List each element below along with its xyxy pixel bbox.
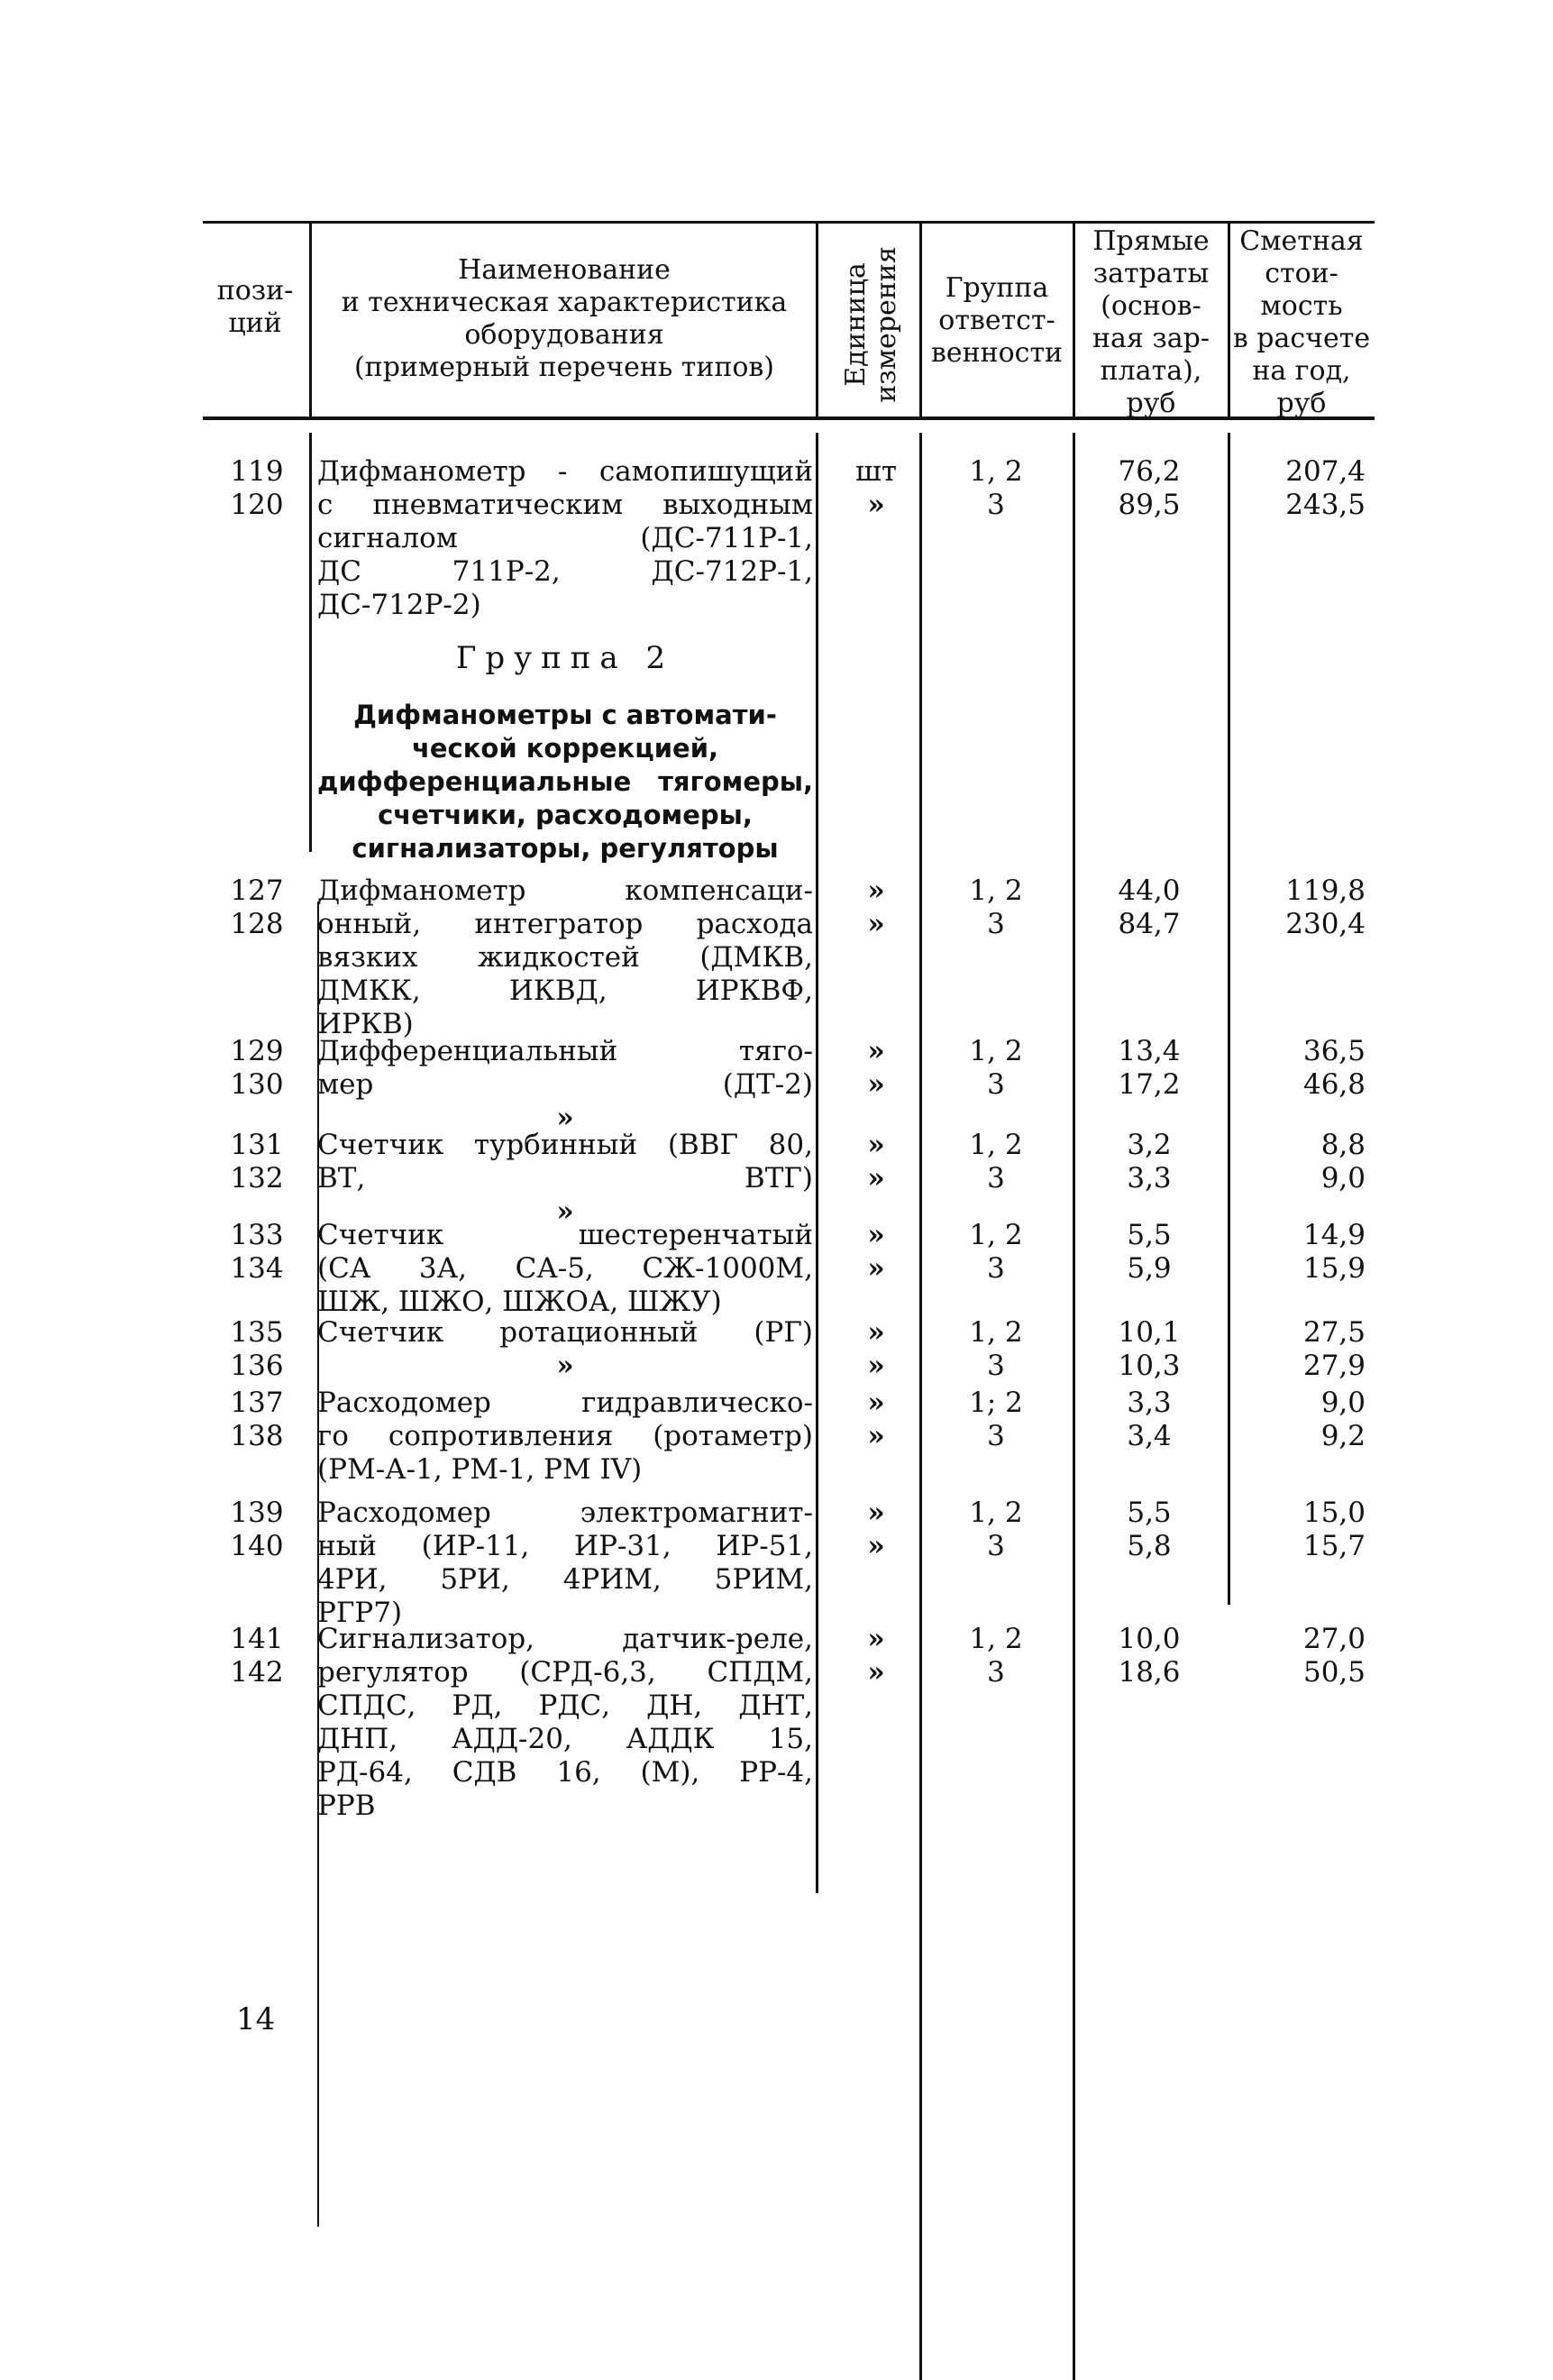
estimated-cost-values-line: 15,0 — [1302, 1497, 1366, 1529]
estimated-cost-values-line: 8,8 — [1320, 1129, 1366, 1161]
estimated-cost-values — [1230, 1316, 1366, 1383]
unit-values — [822, 874, 930, 941]
equipment-name — [317, 455, 813, 622]
direct-cost-values-line: 10,3 — [1118, 1350, 1181, 1382]
group-values-line: 1, 2 — [969, 1316, 1023, 1349]
estimated-cost: 207,4 — [1285, 455, 1366, 488]
unit-values-line: » — [867, 1035, 885, 1067]
estimated-cost: 243,5 — [1285, 489, 1366, 521]
subtitle-line: Дифманометры с автомати- — [353, 700, 777, 730]
estimated-cost-values-line: 14,9 — [1302, 1219, 1366, 1251]
direct-cost-values-line: 3,3 — [1127, 1162, 1172, 1195]
subtitle-line: дифференциальные тягомеры, — [317, 766, 813, 797]
unit-values-line: » — [867, 1068, 885, 1101]
header-text: ций — [228, 307, 282, 339]
unit-values — [822, 1387, 930, 1453]
direct-cost: 76,2 — [1118, 455, 1181, 488]
direct-cost-values — [1073, 1129, 1226, 1195]
header-text: руб — [1276, 388, 1327, 419]
equipment-name-line: Расходомер электромагнит- — [317, 1497, 813, 1529]
header-text: Прямые — [1092, 225, 1210, 257]
unit-values-line: » — [867, 1252, 885, 1285]
estimated-cost-values — [1230, 1129, 1366, 1195]
equipment-name-line: 4РИ, 5РИ, 4РИМ, 5РИМ, — [317, 1563, 813, 1596]
subtitle-line: ческой коррекцией, — [411, 733, 719, 764]
position-numbers-line: 140 — [230, 1530, 284, 1562]
direct-cost-values — [1073, 1623, 1226, 1689]
equipment-name-line: (СА 3А, СА-5, СЖ-1000М, — [317, 1252, 813, 1285]
group-values-line: 1, 2 — [969, 1219, 1023, 1251]
equipment-name-line: ШЖ, ШЖО, ШЖОА, ШЖУ) — [317, 1286, 722, 1318]
equipment-name — [317, 1497, 813, 1630]
table-top-rule — [203, 221, 1375, 224]
equipment-name-line: ный (ИР-11, ИР-31, ИР-51, — [317, 1530, 813, 1562]
group-values — [919, 1129, 1073, 1195]
equipment-name-line: СПДС, РД, РДС, ДН, ДНТ, — [317, 1689, 813, 1722]
unit-values-line: » — [867, 1420, 885, 1452]
unit-values-line: » — [867, 908, 885, 940]
position-numbers — [216, 1219, 297, 1286]
estimated-cost-values-line: 27,9 — [1302, 1350, 1366, 1382]
position-numbers-line: 133 — [230, 1219, 284, 1251]
header-text: Группа — [945, 272, 1049, 304]
unit-values — [822, 1219, 930, 1286]
equipment-name-line: РРВ — [317, 1790, 376, 1822]
unit-values-line: » — [867, 1350, 885, 1382]
estimated-cost-values — [1230, 874, 1366, 941]
header-text: Сметная — [1239, 225, 1364, 257]
position-numbers-line: 129 — [230, 1035, 284, 1067]
equipment-name-line: Дифференциальный тяго- — [317, 1035, 813, 1067]
equipment-name — [317, 1129, 813, 1229]
header-direct-costs — [1074, 225, 1228, 420]
unit-values-line: » — [867, 1497, 885, 1529]
group-values-line: 1, 2 — [969, 874, 1023, 907]
group-value: 1, 2 — [969, 455, 1023, 488]
name-line: Дифманометр - самопишущий — [317, 455, 813, 488]
group-values-line: 3 — [987, 1252, 1005, 1285]
header-text: и техническая характеристика — [341, 287, 788, 318]
position-numbers — [216, 874, 297, 941]
header-text: Единица — [840, 262, 872, 387]
direct-cost-values — [1073, 1387, 1226, 1453]
group-values-line: 1; 2 — [969, 1387, 1023, 1419]
direct-cost-values-line: 3,4 — [1127, 1420, 1172, 1452]
estimated-cost-values — [1230, 1387, 1366, 1453]
header-text: затраты — [1092, 258, 1210, 289]
equipment-name-line: регулятор (СРД-6,3, СПДМ, — [317, 1656, 813, 1689]
unit-values-line: » — [867, 1219, 885, 1251]
group-values — [919, 1219, 1073, 1286]
equipment-name-line: РГР7) — [317, 1597, 403, 1629]
equipment-name — [317, 1035, 813, 1135]
equipment-name — [317, 1316, 813, 1383]
position-numbers-line: 134 — [230, 1252, 284, 1285]
group-subtitle — [317, 699, 813, 865]
position-numbers-line: 139 — [230, 1497, 284, 1529]
direct-cost-values-line: 10,0 — [1118, 1623, 1181, 1655]
unit-values-line: » — [867, 874, 885, 907]
equipment-name-line: Расходомер гидравлическо- — [317, 1387, 813, 1419]
group-values-line: 1, 2 — [969, 1623, 1023, 1655]
unit-values — [822, 455, 930, 522]
equipment-name-line: мер (ДТ-2) — [317, 1068, 813, 1101]
header-text: в расчете — [1232, 323, 1371, 354]
direct-cost-values-line: 5,5 — [1127, 1219, 1172, 1251]
unit-value: шт — [855, 455, 897, 488]
header-text: плата), — [1100, 355, 1202, 387]
estimated-cost-values-line: 9,0 — [1320, 1387, 1366, 1419]
unit-values-line: » — [867, 1162, 885, 1195]
equipment-name-line: Сигнализатор, датчик-реле, — [317, 1623, 813, 1655]
equipment-name — [317, 1623, 813, 1823]
header-text: ответст- — [938, 305, 1055, 336]
header-unit — [822, 230, 921, 419]
name-line: ДС 711Р-2, ДС-712Р-1, — [317, 555, 813, 588]
estimated-cost-values-line: 46,8 — [1302, 1068, 1366, 1101]
column-divider-1b — [309, 433, 312, 852]
estimated-cost-values-line: 9,2 — [1320, 1420, 1366, 1452]
header-text: руб — [1126, 388, 1176, 419]
position-numbers-line: 127 — [230, 874, 284, 907]
group-values — [919, 455, 1073, 522]
direct-cost-values-line: 17,2 — [1118, 1068, 1181, 1101]
unit-values-line: » — [867, 1316, 885, 1349]
estimated-cost-values-line: 9,0 — [1320, 1162, 1366, 1195]
group-value: 3 — [987, 489, 1005, 521]
position-numbers-line: 136 — [230, 1350, 284, 1382]
group-values-line: 3 — [987, 1530, 1005, 1562]
header-positions — [206, 275, 305, 340]
unit-values-line: » — [867, 1530, 885, 1562]
group-title: Группа 2 — [455, 640, 675, 676]
unit-value: » — [867, 489, 885, 521]
group-values-line: 1, 2 — [969, 1035, 1023, 1067]
group-values — [919, 1035, 1073, 1102]
equipment-name-line: го сопротивления (ротаметр) — [317, 1420, 813, 1452]
name-line: с пневматическим выходным — [317, 489, 813, 521]
unit-values-line: » — [867, 1623, 885, 1655]
position-numbers — [216, 1387, 297, 1453]
position-numbers — [216, 1129, 297, 1195]
equipment-name-line: Дифманометр компенсаци- — [317, 874, 813, 907]
header-text: ная зар- — [1092, 323, 1210, 354]
estimated-cost-values — [1230, 1497, 1366, 1563]
group-values — [919, 1497, 1073, 1563]
header-group — [921, 272, 1073, 370]
equipment-name-line: вязких жидкостей (ДМКВ, — [317, 941, 813, 974]
equipment-name-line: Счетчик турбинный (ВВГ 80, — [317, 1129, 813, 1161]
header-text: Наименование — [458, 254, 671, 286]
header-text: оборудования — [464, 319, 664, 351]
unit-values-line: » — [867, 1656, 885, 1689]
group-values — [919, 874, 1073, 941]
position-numbers-line: 128 — [230, 908, 284, 940]
estimated-cost-values-line: 119,8 — [1285, 874, 1366, 907]
subtitle-line: счетчики, расходомеры, — [378, 800, 753, 830]
name-line: ДС-712Р-2) — [317, 589, 481, 621]
group-values-line: 1, 2 — [969, 1129, 1023, 1161]
position-numbers-line: 132 — [230, 1162, 284, 1195]
group-values — [919, 1387, 1073, 1453]
group-values-line: 3 — [987, 1656, 1005, 1689]
position-numbers-line: 141 — [230, 1623, 284, 1655]
equipment-name-line: ДМКК, ИКВД, ИРКВФ, — [317, 975, 813, 1007]
estimated-cost-values — [1230, 1219, 1366, 1286]
equipment-name-line: РД-64, СДВ 16, (М), РР-4, — [317, 1756, 813, 1789]
name-line: сигналом (ДС-711Р-1, — [317, 522, 813, 554]
equipment-name — [317, 1219, 813, 1319]
position-numbers — [216, 1623, 297, 1689]
direct-cost-values-line: 3,3 — [1127, 1387, 1172, 1419]
header-text: мость — [1260, 290, 1343, 322]
equipment-name-line: Счетчик шестеренчатый — [317, 1219, 813, 1251]
direct-cost-values-line: 5,9 — [1127, 1252, 1172, 1285]
header-text: измерения — [871, 246, 902, 403]
group-values-line: 3 — [987, 1350, 1005, 1382]
group-values — [919, 1316, 1073, 1383]
position-numbers-line: 131 — [230, 1129, 284, 1161]
estimated-cost-values — [1230, 1623, 1366, 1689]
direct-cost-values — [1073, 1219, 1226, 1286]
position-numbers — [216, 1035, 297, 1102]
equipment-name-line: » — [556, 1350, 574, 1382]
estimated-cost-values-line: 15,9 — [1302, 1252, 1366, 1285]
unit-values — [822, 1623, 930, 1689]
direct-cost-values-line: 44,0 — [1118, 874, 1181, 907]
page-number: 14 — [236, 2001, 276, 2037]
estimated-cost-values-line: 27,0 — [1302, 1623, 1366, 1655]
header-text: на год, — [1252, 355, 1351, 387]
direct-cost-values — [1073, 455, 1226, 522]
estimated-cost-values-line: 230,4 — [1285, 908, 1366, 940]
position-number: 119 — [230, 455, 284, 488]
header-text: пози- — [216, 275, 294, 307]
direct-cost-values-line: 5,5 — [1127, 1497, 1172, 1529]
equipment-name-line: ИРКВ) — [317, 1008, 414, 1040]
unit-values — [822, 1497, 930, 1563]
equipment-name-line: онный, интегратор расхода — [317, 908, 813, 940]
estimated-cost-values — [1230, 1035, 1366, 1102]
equipment-name-line: » — [556, 1195, 574, 1228]
equipment-name-line: (РМ-А-1, РМ-1, РМ IV) — [317, 1453, 643, 1486]
group-values-line: 3 — [987, 1162, 1005, 1195]
group-values-line: 3 — [987, 908, 1005, 940]
direct-cost-values-line: 84,7 — [1118, 908, 1181, 940]
header-estimated-cost — [1229, 225, 1374, 420]
direct-cost-values-line: 13,4 — [1118, 1035, 1181, 1067]
direct-cost-values-line: 3,2 — [1127, 1129, 1172, 1161]
estimated-cost-values-line: 36,5 — [1302, 1035, 1366, 1067]
direct-cost-values-line: 10,1 — [1118, 1316, 1181, 1349]
position-numbers-line: 130 — [230, 1068, 284, 1101]
header-text: стои- — [1265, 258, 1338, 289]
position-numbers — [216, 1497, 297, 1563]
group-values-line: 3 — [987, 1068, 1005, 1101]
unit-values-line: » — [867, 1129, 885, 1161]
direct-cost-values-line: 18,6 — [1118, 1656, 1181, 1689]
unit-values — [822, 1316, 930, 1383]
column-divider-2 — [816, 221, 818, 419]
group-values — [919, 1623, 1073, 1689]
equipment-name-line: ВТ, ВТГ) — [317, 1162, 813, 1195]
direct-cost-values — [1073, 1316, 1226, 1383]
position-numbers-line: 137 — [230, 1387, 284, 1419]
column-divider-1 — [309, 221, 312, 419]
header-name — [315, 254, 813, 384]
header-text: (примерный перечень типов) — [354, 352, 774, 383]
group-values-line: 3 — [987, 1420, 1005, 1452]
equipment-name-line: ДНП, АДД-20, АДДК 15, — [317, 1723, 813, 1755]
position-numbers — [216, 1316, 297, 1383]
equipment-name — [317, 1387, 813, 1487]
group-values-line: 1, 2 — [969, 1497, 1023, 1529]
estimated-cost-values-line: 15,7 — [1302, 1530, 1366, 1562]
position-number: 120 — [230, 489, 284, 521]
estimated-cost-values-line: 27,5 — [1302, 1316, 1366, 1349]
header-text: (основ- — [1101, 290, 1201, 322]
unit-values — [822, 1129, 930, 1195]
column-divider-2b — [816, 433, 818, 1893]
position-numbers — [216, 455, 297, 522]
equipment-name-line: Счетчик ротационный (РГ) — [317, 1316, 813, 1349]
direct-cost-values — [1073, 1035, 1226, 1102]
position-numbers-line: 135 — [230, 1316, 284, 1349]
equipment-name — [317, 874, 813, 1041]
estimated-cost-values-line: 50,5 — [1302, 1656, 1366, 1689]
equipment-name-line: » — [556, 1102, 574, 1134]
direct-cost-values — [1073, 874, 1226, 941]
direct-cost-values-line: 5,8 — [1127, 1530, 1172, 1562]
unit-values-line: » — [867, 1387, 885, 1419]
header-text: венности — [930, 337, 1064, 369]
position-numbers-line: 142 — [230, 1656, 284, 1689]
position-numbers-line: 138 — [230, 1420, 284, 1452]
estimated-cost-values — [1230, 455, 1366, 522]
unit-values — [822, 1035, 930, 1102]
direct-cost-values — [1073, 1497, 1226, 1563]
subtitle-line: сигнализаторы, регуляторы — [352, 833, 779, 864]
direct-cost: 89,5 — [1118, 489, 1181, 521]
